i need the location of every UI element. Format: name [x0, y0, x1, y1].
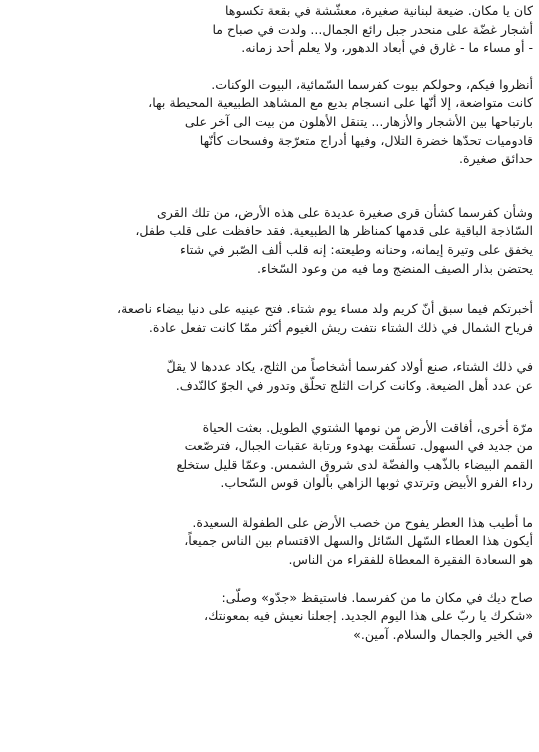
- text-line: هو السعادة الفقيرة المعطاة للفقراء من الناس.: [288, 552, 533, 568]
- text-line: أنظروا فيكم، وحولكم بيوت كفرسما السّمائية، البيوت الوكنات.: [211, 76, 533, 92]
- paragraph-village-heart: [10, 204, 533, 278]
- text-line: في الخير والجمال والسلام. آمين.»: [353, 626, 533, 642]
- text-line: رداء الفرو الأبيض وترتدي ثوبها الزاهي بألوان قوس السّحاب.: [220, 475, 533, 491]
- paragraph-fragrance: [10, 514, 533, 570]
- paragraph-prayer: [10, 589, 533, 645]
- paragraph-karim-birth: [10, 300, 533, 337]
- text-line: يحتضن بذار الصيف المنضج وما فيه من وعود السّخاء.: [257, 260, 533, 276]
- text-line: بارتباحها بين الأشجار والأزهار... يتنقل الأهلون من بيت الى آخر على: [184, 113, 533, 129]
- text-line: السّاذجة الباقية على قدمها كمناظر ها الطبيعية. فقد حافظت على قلب طفل،: [135, 223, 533, 239]
- text-line: أخبرتكم فيما سبق أنّ كريم ولد مساء يوم شتاء. فتح عينيه على دنيا بيضاء ناصعة،: [117, 301, 533, 317]
- text-line: أشجار غضّة على منحدر جبل رائع الجمال... ولدت في صباح ما: [212, 21, 533, 37]
- text-line: وشأن كفرسما كشأن قرى صغيرة عديدة على هذه الأرض، من تلك القرى: [156, 204, 533, 220]
- text-line: قادوميات تحدّها خضرة التلال، وفيها أدراج متعرّجة وفسحات كأنّها: [199, 132, 533, 148]
- text-line: كان يا مكان. ضيعة لبنانية صغيرة، معشّشة في بقعة تكسوها: [224, 3, 533, 18]
- paragraph-houses: [10, 76, 533, 169]
- text-line: مرّة أخرى، أفاقت الأرض من نومها الشتوي الطويل. بعثت الحياة: [202, 419, 533, 435]
- text-line: ما أطيب هذا العطر يفوح من خصب الأرض على الطفولة السعيدة.: [192, 514, 533, 530]
- text-line: حدائق صغيرة.: [458, 151, 533, 167]
- text-line: - أو مساء ما - غارق في أبعاد الدهور، ولا يعلم أحد زمانه.: [241, 40, 533, 56]
- text-line: القمم البيضاء بالذّهب والفضّة لدى شروق الشمس. وعمّا قليل ستخلع: [176, 456, 533, 472]
- paragraph-snowmen: [10, 358, 533, 395]
- text-line: في ذلك الشتاء، صنع أولاد كفرسما أشخاصاً من الثلج، يكاد عددها لا يقلّ: [166, 359, 533, 375]
- paragraph-spring: [10, 419, 533, 493]
- text-line: عن عدد أهل الضيعة. وكانت كرات الثلج تحلّق وتدور في الجوّ كالنّدف.: [175, 377, 533, 393]
- text-line: كانت متواضعة، إلا أنّها على انسجام بديع مع المشاهد الطبيعية المحيطة بها،: [148, 95, 533, 111]
- text-line: فرياح الشمال في ذلك الشتاء نتفت ريش الغيوم أكثر ممّا كانت تفعل عادة.: [148, 319, 533, 335]
- text-line: «شكرك يا ربّ على هذا اليوم الجديد. إجعلنا نعيش فيه بمعونتك،: [204, 608, 533, 624]
- paragraph-village-intro: [10, 2, 533, 58]
- text-line: صاح ديك في مكان ما من كفرسما. فاستيقظ «جدّو» وصلّى:: [221, 589, 533, 605]
- text-line: يخفق على وتيرة إيمانه، وحنانه وطيعته: إنه قلب ألف الصّبر في شتاء: [180, 241, 533, 257]
- text-line: أيكون هذا العطاء السّهل السّائل والسهل الاقتسام بين الناس جميعاً،: [184, 533, 533, 549]
- text-line: من جديد في السهول. تسلّقت بهدوء ورتابة عقبات الجبال، فترصّعت: [184, 438, 533, 454]
